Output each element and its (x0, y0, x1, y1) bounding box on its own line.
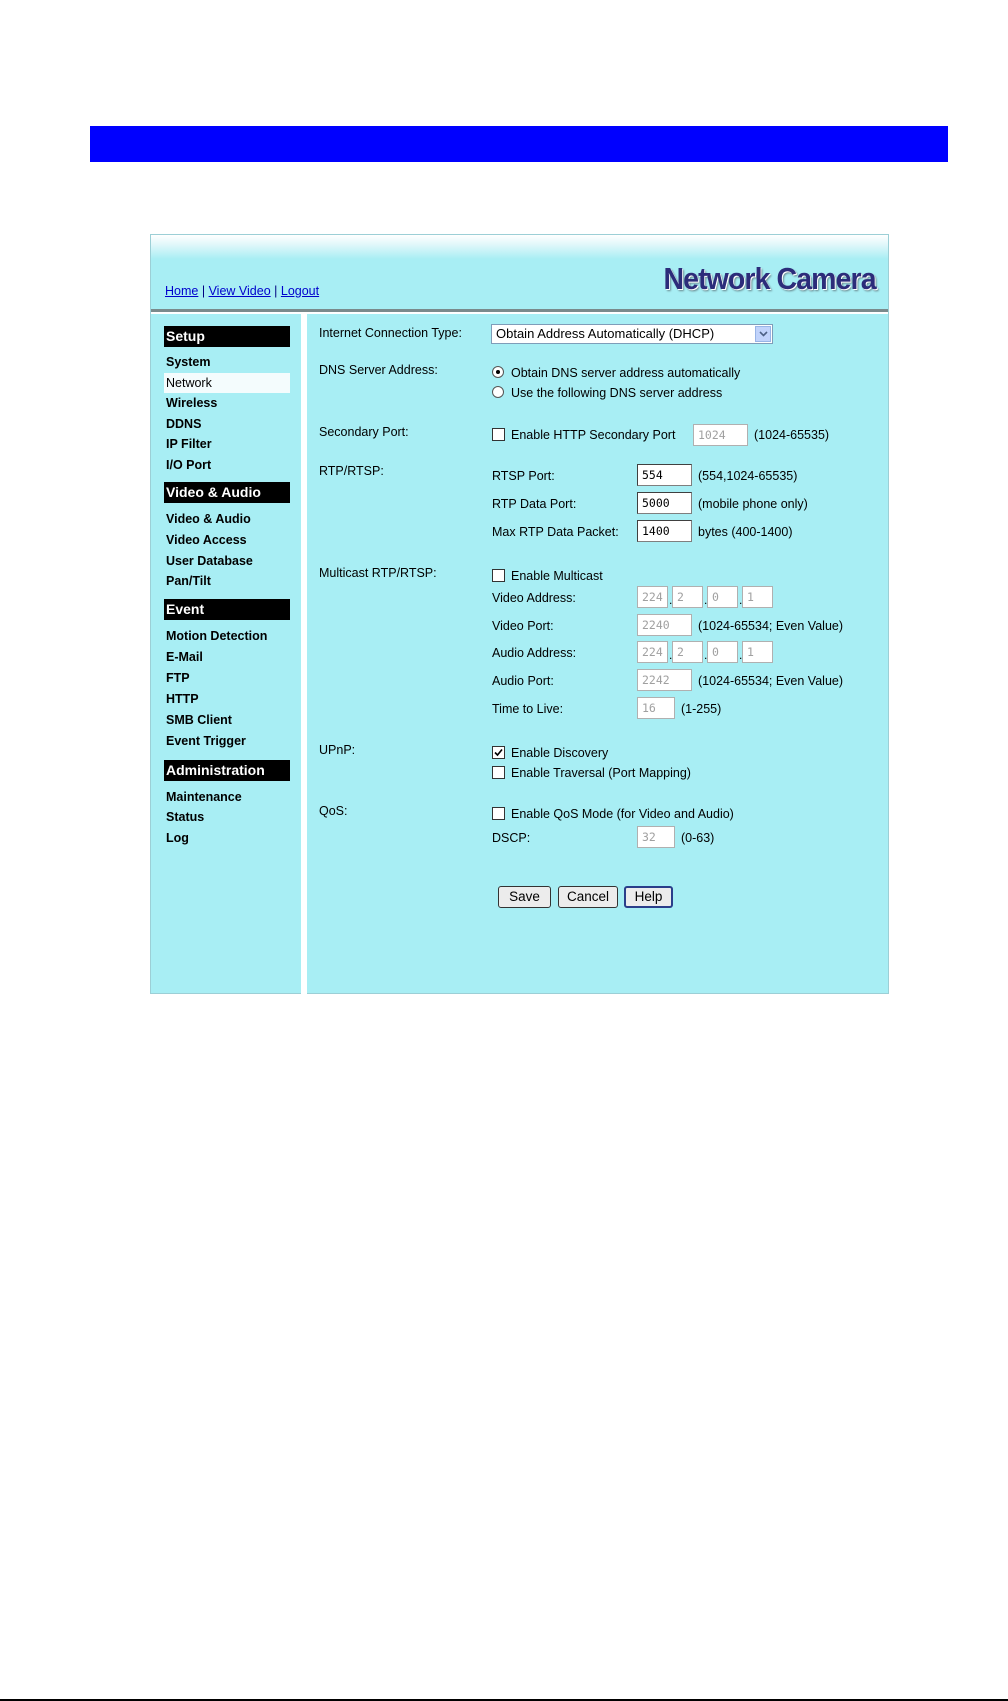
max-packet-label: Max RTP Data Packet: (492, 525, 619, 539)
top-banner (90, 126, 948, 162)
secondary-port-label: Secondary Port: (319, 425, 409, 439)
checkmark-icon (494, 748, 503, 757)
connection-type-label: Internet Connection Type: (319, 326, 462, 340)
video-port-hint: (1024-65534; Even Value) (698, 619, 844, 633)
dns-manual-radio[interactable] (492, 386, 504, 398)
save-button[interactable]: Save (498, 886, 551, 908)
ttl-hint: (1-255) (681, 702, 722, 716)
section-event: Event (164, 599, 290, 620)
section-video-audio: Video & Audio (164, 482, 290, 503)
app-header (151, 235, 888, 309)
secondary-port-checkbox-label: Enable HTTP Secondary Port (511, 428, 676, 442)
sidebar-item-ddns[interactable]: DDNS (166, 417, 202, 431)
secondary-port-checkbox[interactable] (492, 428, 505, 441)
sidebar-item-event-trigger[interactable]: Event Trigger (166, 734, 246, 748)
sidebar-item-log[interactable]: Log (166, 831, 189, 845)
upnp-discovery-label: Enable Discovery (511, 746, 609, 760)
rtsp-port-label: RTSP Port: (492, 469, 555, 483)
section-administration: Administration (164, 760, 290, 781)
rtp-data-port-input[interactable]: 5000 (637, 492, 692, 514)
top-links (165, 284, 319, 298)
rtp-data-port-hint: (mobile phone only) (698, 497, 808, 511)
ttl-input[interactable]: 16 (637, 697, 675, 719)
link-separator: | (274, 284, 278, 298)
max-packet-input[interactable]: 1400 (637, 520, 692, 542)
sidebar-item-motion-detection[interactable]: Motion Detection (166, 629, 268, 643)
dns-auto-radio[interactable] (492, 366, 504, 378)
octet-dot: . (739, 593, 743, 607)
octet-dot: . (669, 648, 673, 662)
cancel-button[interactable]: Cancel (558, 886, 618, 908)
video-port-input[interactable]: 2240 (637, 614, 692, 636)
audio-address-octet-2[interactable]: 2 (672, 641, 703, 663)
link-separator: | (201, 284, 206, 298)
brand-logo: Network Camera (663, 261, 876, 296)
sidebar-item-ip-filter[interactable]: IP Filter (166, 437, 212, 451)
sidebar-item-video-access[interactable]: Video Access (166, 533, 247, 547)
max-packet-hint: bytes (400-1400) (698, 525, 793, 539)
sidebar-item-http[interactable]: HTTP (166, 692, 199, 706)
sidebar (151, 314, 301, 994)
sidebar-item-status[interactable]: Status (166, 810, 205, 824)
video-address-octet-1[interactable]: 224 (637, 586, 668, 608)
sidebar-item-video-audio[interactable]: Video & Audio (166, 512, 251, 526)
sidebar-item-maintenance[interactable]: Maintenance (166, 790, 242, 804)
octet-dot: . (704, 593, 708, 607)
upnp-discovery-checkbox[interactable] (492, 746, 505, 759)
audio-address-octet-3[interactable]: 0 (707, 641, 738, 663)
dns-manual-label: Use the following DNS server address (511, 386, 723, 400)
multicast-checkbox-label: Enable Multicast (511, 569, 603, 583)
audio-address-octet-4[interactable]: 1 (742, 641, 773, 663)
octet-dot: . (739, 648, 743, 662)
rtsp-port-input[interactable]: 554 (637, 464, 692, 486)
audio-port-input[interactable]: 2242 (637, 669, 692, 691)
qos-label: QoS: (319, 804, 348, 818)
section-setup: Setup (164, 326, 290, 347)
audio-address-octet-1[interactable]: 224 (637, 641, 668, 663)
audio-port-label: Audio Port: (492, 674, 554, 688)
video-address-octet-4[interactable]: 1 (742, 586, 773, 608)
qos-checkbox[interactable] (492, 807, 505, 820)
rtp-data-port-label: RTP Data Port: (492, 497, 577, 511)
camera-app-window (150, 234, 889, 994)
sidebar-item-smb-client[interactable]: SMB Client (166, 713, 232, 727)
secondary-port-range: (1024-65535) (754, 428, 830, 442)
help-button[interactable]: Help (624, 886, 673, 908)
upnp-traversal-label: Enable Traversal (Port Mapping) (511, 766, 691, 780)
secondary-port-input[interactable]: 1024 (693, 424, 748, 446)
video-address-octet-2[interactable]: 2 (672, 586, 703, 608)
ttl-label: Time to Live: (492, 702, 564, 716)
dscp-hint: (0-63) (681, 831, 715, 845)
sidebar-item-ftp[interactable]: FTP (166, 671, 190, 685)
view-video-link[interactable]: View Video (208, 284, 271, 298)
sidebar-item-user-database[interactable]: User Database (166, 554, 253, 568)
audio-port-hint: (1024-65534; Even Value) (698, 674, 844, 688)
video-address-label: Video Address: (492, 591, 576, 605)
upnp-traversal-checkbox[interactable] (492, 766, 505, 779)
sidebar-item-io-port[interactable]: I/O Port (166, 458, 212, 472)
sidebar-item-email[interactable]: E-Mail (166, 650, 203, 664)
octet-dot: . (669, 593, 673, 607)
multicast-label: Multicast RTP/RTSP: (319, 566, 437, 580)
connection-type-value: Obtain Address Automatically (DHCP) (496, 326, 715, 341)
dscp-input[interactable]: 32 (637, 826, 675, 848)
chevron-down-icon[interactable] (755, 326, 771, 342)
rtp-label: RTP/RTSP: (319, 464, 384, 478)
multicast-checkbox[interactable] (492, 569, 505, 582)
dns-label: DNS Server Address: (319, 363, 438, 377)
logout-link[interactable]: Logout (280, 284, 320, 298)
rtsp-port-hint: (554,1024-65535) (698, 469, 798, 483)
video-address-octet-3[interactable]: 0 (707, 586, 738, 608)
sidebar-item-network[interactable]: Network (164, 373, 290, 393)
sidebar-item-system[interactable]: System (166, 355, 211, 369)
home-link[interactable]: Home (165, 284, 199, 298)
octet-dot: . (704, 648, 708, 662)
video-port-label: Video Port: (492, 619, 554, 633)
upnp-label: UPnP: (319, 743, 356, 757)
connection-type-select[interactable] (491, 324, 773, 344)
sidebar-item-pan-tilt[interactable]: Pan/Tilt (166, 574, 211, 588)
dscp-label: DSCP: (492, 831, 531, 845)
sidebar-item-wireless[interactable]: Wireless (166, 396, 218, 410)
qos-checkbox-label: Enable QoS Mode (for Video and Audio) (511, 807, 734, 821)
audio-address-label: Audio Address: (492, 646, 577, 660)
dns-auto-label: Obtain DNS server address automatically (511, 366, 741, 380)
